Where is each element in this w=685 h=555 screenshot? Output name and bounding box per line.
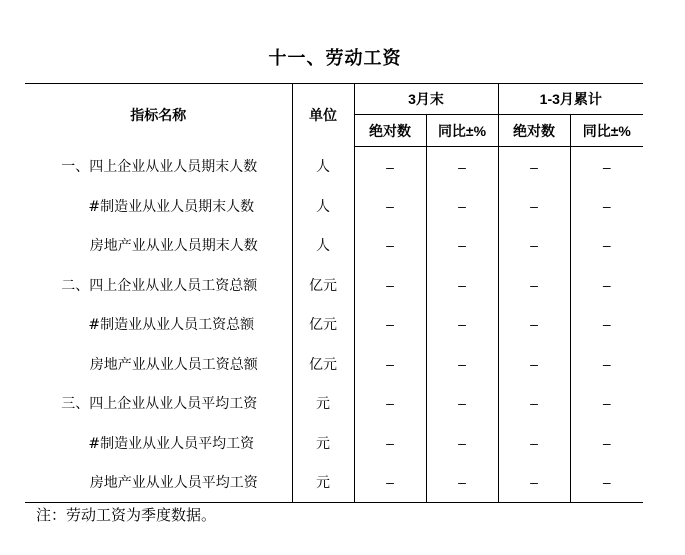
- header-unit: 单位: [292, 84, 354, 147]
- header-indicator-name: 指标名称: [25, 84, 292, 147]
- row-cumulative-yoy: –: [602, 197, 611, 214]
- row-unit: 元: [292, 423, 354, 463]
- row-march-absolute: –: [354, 463, 426, 503]
- row-march-yoy: –: [426, 463, 498, 503]
- row-cumulative-absolute: –: [498, 147, 570, 187]
- row-cumulative-yoy: –: [602, 158, 611, 175]
- row-cumulative-yoy: –: [602, 237, 611, 254]
- header-march-absolute: 绝对数: [354, 115, 426, 147]
- row-march-absolute: –: [354, 384, 426, 424]
- row-cumulative-absolute: –: [498, 423, 570, 463]
- row-cumulative-absolute: –: [498, 344, 570, 384]
- row-unit: 亿元: [292, 305, 354, 345]
- header-group-jan-mar-cumulative: 1-3月累计: [498, 84, 643, 115]
- row-cumulative-absolute: –: [498, 186, 570, 226]
- row-cumulative-yoy: –: [602, 316, 611, 333]
- table-row: [25, 305, 643, 345]
- header-group-march-end: 3月末: [354, 84, 498, 115]
- row-march-yoy: –: [426, 384, 498, 424]
- row-unit: 元: [292, 463, 354, 503]
- row-indicator-name: 房地产业从业人员期末人数: [25, 226, 292, 266]
- row-indicator-name: 房地产业从业人员工资总额: [25, 344, 292, 384]
- row-unit: 人: [292, 226, 354, 266]
- row-indicator-name: 二、四上企业从业人员工资总额: [25, 265, 292, 305]
- row-march-absolute: –: [354, 423, 426, 463]
- row-unit: 人: [292, 147, 354, 187]
- table-row: [25, 423, 643, 463]
- row-unit: 人: [292, 186, 354, 226]
- row-march-absolute: –: [354, 344, 426, 384]
- row-march-yoy: –: [426, 423, 498, 463]
- row-march-yoy: –: [426, 265, 498, 305]
- row-indicator-name: 三、四上企业从业人员平均工资: [25, 384, 292, 424]
- row-march-absolute: –: [354, 186, 426, 226]
- row-cumulative-yoy: –: [602, 276, 611, 293]
- page-title: 十一、劳动工资: [268, 48, 402, 69]
- row-march-absolute: –: [354, 147, 426, 187]
- table-row: [25, 344, 643, 384]
- header-march-yoy: 同比±%: [426, 115, 498, 147]
- row-indicator-name: #制造业从业人员期末人数: [25, 186, 292, 226]
- row-march-yoy: –: [426, 147, 498, 187]
- row-cumulative-absolute: –: [498, 265, 570, 305]
- row-cumulative-absolute: –: [498, 305, 570, 345]
- row-cumulative-yoy: –: [602, 434, 611, 451]
- row-march-absolute: –: [354, 265, 426, 305]
- table-row: [25, 147, 643, 187]
- row-cumulative-yoy: –: [570, 463, 643, 503]
- row-indicator-name: 房地产业从业人员平均工资: [25, 463, 292, 503]
- table-row: [25, 463, 643, 503]
- row-march-yoy: –: [426, 305, 498, 345]
- footnote: 注：劳动工资为季度数据。: [36, 506, 217, 524]
- table-row: [25, 226, 643, 266]
- row-cumulative-absolute: –: [498, 384, 570, 424]
- row-indicator-name: 一、四上企业从业人员期末人数: [25, 147, 292, 187]
- row-cumulative-absolute: –: [498, 463, 570, 503]
- table-row: [25, 265, 643, 305]
- header-cumulative-yoy: 同比±%: [570, 115, 643, 147]
- row-unit: 亿元: [292, 265, 354, 305]
- table-row: [25, 186, 643, 226]
- row-march-absolute: –: [354, 226, 426, 266]
- table-row: [25, 384, 643, 424]
- row-march-yoy: –: [426, 186, 498, 226]
- row-march-yoy: –: [426, 344, 498, 384]
- row-unit: 元: [292, 384, 354, 424]
- row-cumulative-yoy: –: [602, 395, 611, 412]
- row-unit: 亿元: [292, 344, 354, 384]
- row-march-absolute: –: [354, 305, 426, 345]
- row-cumulative-yoy: –: [602, 355, 611, 372]
- row-indicator-name: #制造业从业人员平均工资: [25, 423, 292, 463]
- row-indicator-name: #制造业从业人员工资总额: [25, 305, 292, 345]
- labor-wage-table: [25, 83, 643, 503]
- row-march-yoy: –: [426, 226, 498, 266]
- row-cumulative-absolute: –: [498, 226, 570, 266]
- header-cumulative-absolute: 绝对数: [498, 115, 570, 147]
